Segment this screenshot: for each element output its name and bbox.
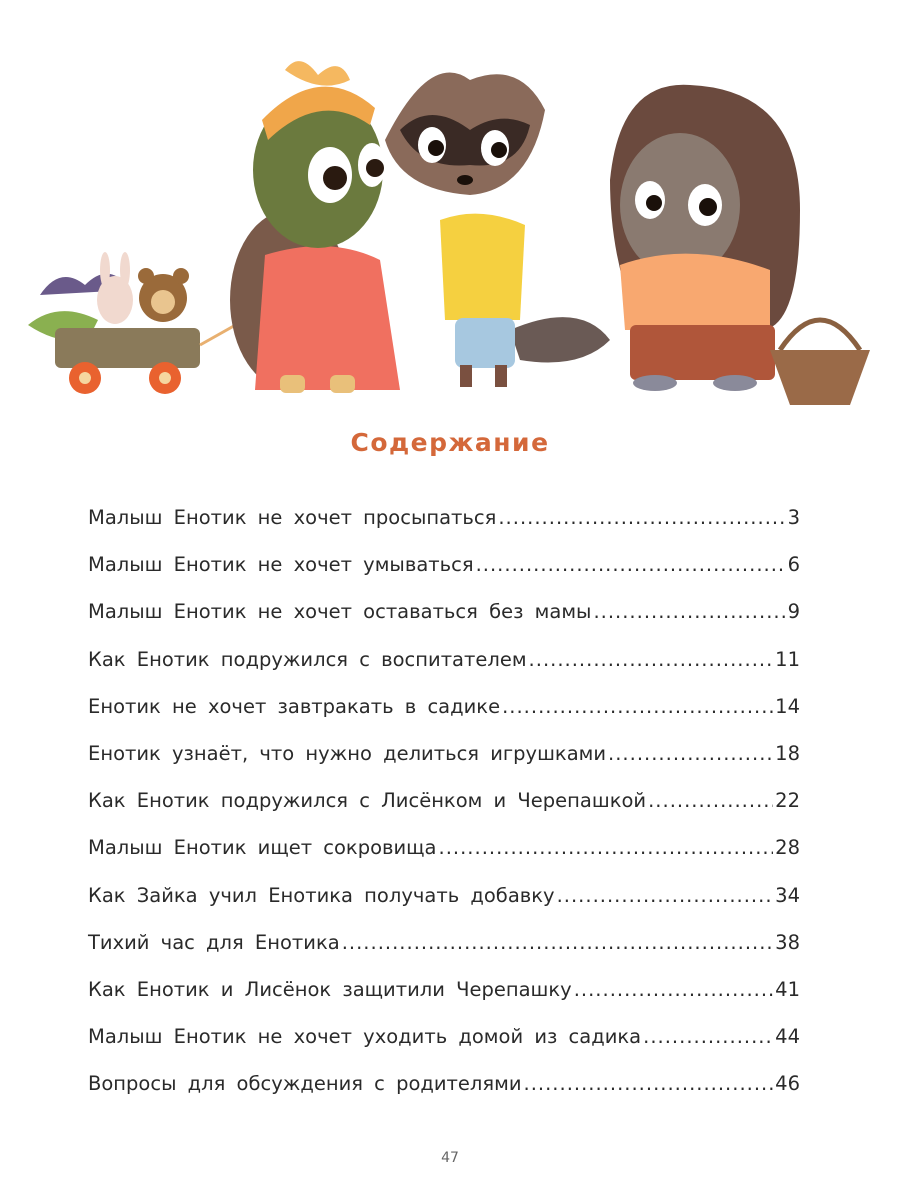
toc-leader-dots [342,931,773,954]
toc-entry-page: 14 [775,694,800,718]
toc-entry-page: 18 [775,741,800,765]
toc-entry-page: 3 [787,506,800,529]
toc-leader-dots [648,789,773,812]
toc-entry [88,931,800,978]
toc-entry-title: Малыш Енотик не хочет уходить домой из садика [88,1025,642,1049]
toc-entry-title: Как Енотик подружился с воспитателем [88,647,527,671]
toc-entry [88,1025,800,1072]
toc-entry-page: 44 [775,1025,800,1049]
turtle-character [230,61,400,393]
toc-leader-dots [498,506,785,529]
toc-entry [88,884,800,931]
toc-entry-title: Как Зайка учил Енотика получать добавку [88,883,555,907]
toc-leader-dots [476,553,786,576]
toc-entry-page: 6 [787,553,800,577]
toc-entry-title: Тихий час для Енотика [88,930,340,954]
toc-entry [88,600,800,647]
toc-entry-page: 38 [775,930,800,954]
page-number: 47 [441,1150,459,1166]
toc-entry-page: 11 [775,647,800,671]
toc-leader-dots [643,1025,773,1048]
toc-entry [88,1072,800,1119]
toc-entry [88,553,800,600]
toc-leader-dots [524,1072,774,1095]
toc-entry-title: Малыш Енотик не хочет оставаться без мамы [88,600,592,624]
toc-entry-page: 28 [775,836,800,860]
toc-entry-title: Как Енотик подружился с Лисёнком и Черепашкой [88,789,647,813]
toc-leader-dots [593,600,785,623]
toc-entry-title: Малыш Енотик не хочет просыпаться [88,506,497,529]
toc-entry-title: Малыш Енотик не хочет умываться [88,553,474,577]
toc-entry [88,742,800,789]
toc-entry-title: Енотик узнаёт, что нужно делиться игрушками [88,741,607,765]
toc-leader-dots [439,836,774,859]
toc-entry-page: 22 [775,789,800,813]
toc-leader-dots [502,695,773,718]
toc-entry [88,695,800,742]
toc-entry-title: Енотик не хочет завтракать в садике [88,694,501,718]
toc-entry-page: 34 [775,883,800,907]
toc-entry [88,789,800,836]
toc-entry-page: 41 [775,977,800,1001]
hedgehog-character [610,85,870,405]
table-of-contents [88,506,800,1119]
page-title: Содержание [350,428,550,457]
toc-entry-title: Малыш Енотик ищет сокровища [88,836,437,860]
toc-entry [88,506,800,553]
toc-entry [88,978,800,1025]
toc-entry-page: 9 [787,600,800,624]
toc-leader-dots [608,742,773,765]
toc-entry [88,648,800,695]
toc-entry [88,836,800,883]
toc-leader-dots [529,648,774,671]
toc-entry-page: 46 [775,1072,800,1096]
characters-illustration [0,0,900,430]
raccoon-character [385,73,610,388]
toc-leader-dots [574,978,773,1001]
toc-entry-title: Как Енотик и Лисёнок защитили Черепашку [88,977,572,1001]
toc-entry-title: Вопросы для обсуждения с родителями [88,1072,522,1096]
toc-leader-dots [557,884,774,907]
